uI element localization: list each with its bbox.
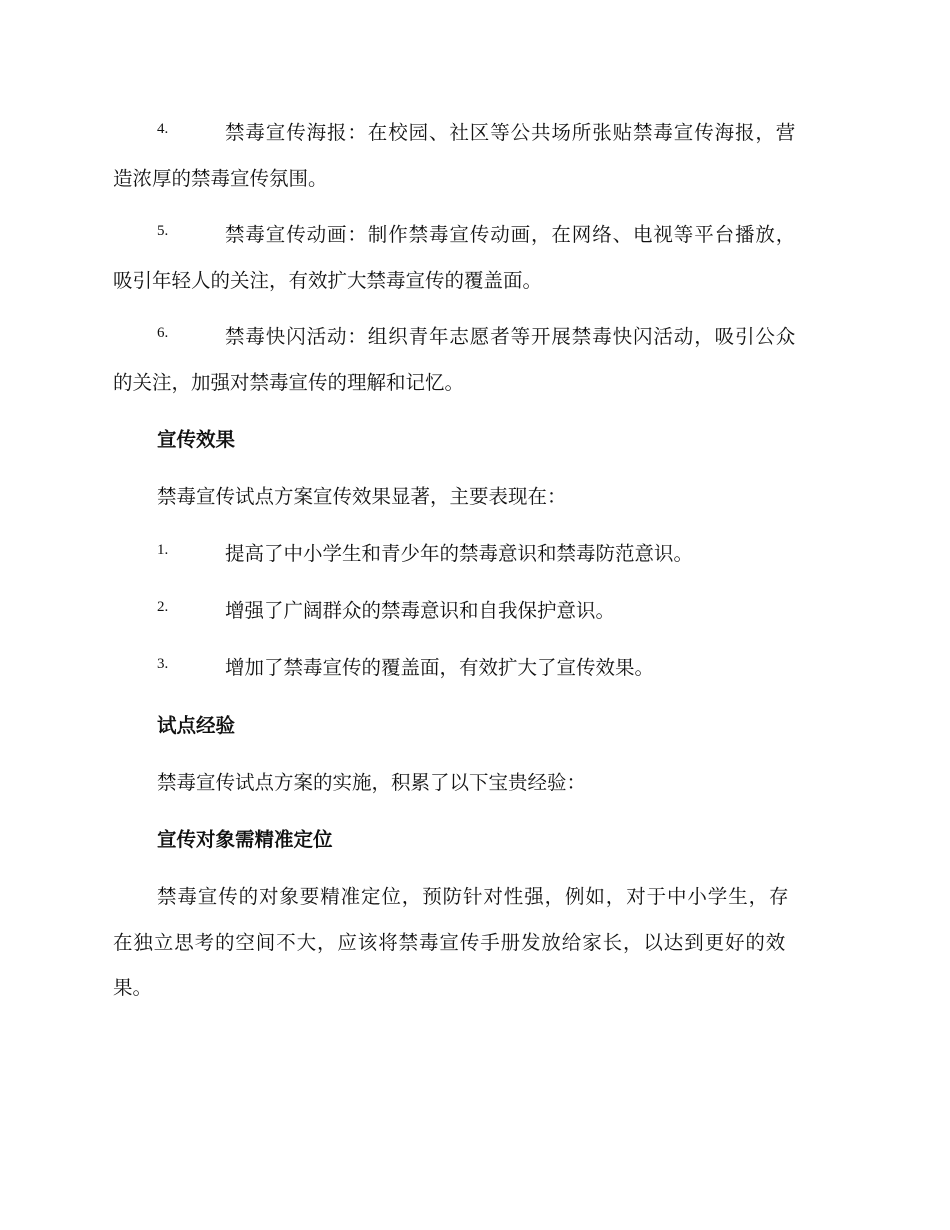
list-item-text: 提高了中小学生和青少年的禁毒意识和禁毒防范意识。	[225, 542, 694, 565]
list-item-number: 1.	[157, 542, 169, 558]
section-heading-experience: 试点经验	[157, 714, 236, 737]
target-paragraph-line: 果。	[113, 976, 153, 999]
list-item-number: 6.	[157, 325, 169, 341]
list-item-number: 2.	[157, 599, 169, 615]
list-item-text: 禁毒快闪活动：组织青年志愿者等开展禁毒快闪活动，吸引公众	[225, 325, 797, 348]
list-item-continuation: 吸引年轻人的关注，有效扩大禁毒宣传的覆盖面。	[113, 269, 543, 292]
target-paragraph-line: 禁毒宣传的对象要精准定位，预防针对性强，例如，对于中小学生，存	[157, 885, 790, 908]
effect-intro: 禁毒宣传试点方案宣传效果显著，主要表现在：	[157, 485, 567, 508]
target-paragraph-line: 在独立思考的空间不大，应该将禁毒宣传手册发放给家长，以达到更好的效	[113, 931, 787, 954]
list-item-text: 增强了广阔群众的禁毒意识和自我保护意识。	[225, 599, 616, 622]
section-heading-effect: 宣传效果	[157, 428, 236, 451]
list-item-continuation: 的关注，加强对禁毒宣传的理解和记忆。	[113, 371, 465, 394]
experience-intro: 禁毒宣传试点方案的实施，积累了以下宝贵经验：	[157, 771, 587, 794]
list-item-text: 禁毒宣传动画：制作禁毒宣传动画，在网络、电视等平台播放，	[225, 223, 797, 246]
list-item-number: 3.	[157, 656, 169, 672]
section-heading-target: 宣传对象需精准定位	[157, 828, 333, 851]
list-item-number: 4.	[157, 121, 169, 137]
list-item-text: 禁毒宣传海报：在校园、社区等公共场所张贴禁毒宣传海报，营	[225, 121, 797, 144]
list-item-number: 5.	[157, 223, 169, 239]
list-item-continuation: 造浓厚的禁毒宣传氛围。	[113, 167, 328, 190]
list-item-text: 增加了禁毒宣传的覆盖面，有效扩大了宣传效果。	[225, 656, 655, 679]
